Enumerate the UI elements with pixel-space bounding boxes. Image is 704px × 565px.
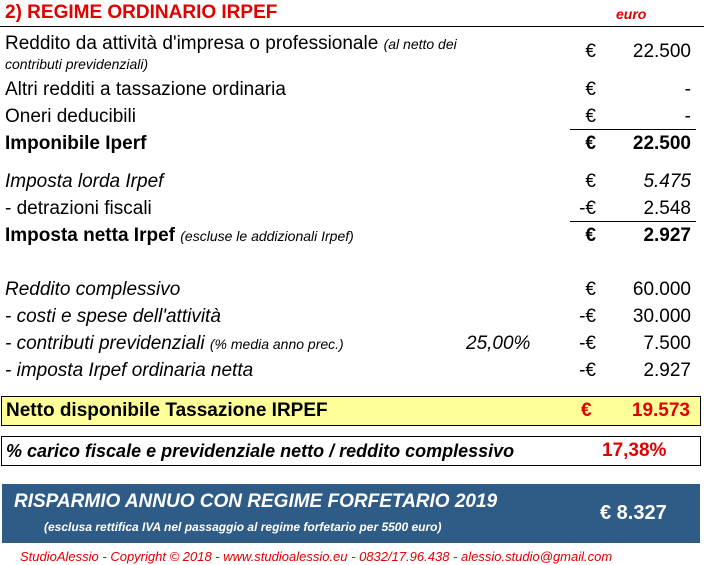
currency-symbol: -€ xyxy=(579,360,596,381)
row-contributi xyxy=(0,330,704,357)
currency-symbol: € xyxy=(585,41,596,62)
row-costi xyxy=(0,303,704,330)
carico-label: % carico fiscale e previdenziale netto / reddito complessivo xyxy=(6,441,515,461)
risparmio-value: € 8.327 xyxy=(600,502,667,524)
row-reddito-complessivo xyxy=(0,276,704,303)
row-label: - detrazioni fiscali xyxy=(5,198,152,219)
row-label: Reddito da attività d'impresa o professionale xyxy=(5,33,379,54)
carico-box xyxy=(1,436,701,466)
risparmio-banner xyxy=(2,484,700,543)
currency-symbol: -€ xyxy=(579,306,596,327)
row-value: 5.475 xyxy=(643,171,691,192)
row-value: 2.927 xyxy=(643,360,691,381)
currency-symbol: € xyxy=(585,79,596,100)
row-detrazioni xyxy=(0,195,704,222)
currency-symbol: -€ xyxy=(579,333,596,354)
row-oneri xyxy=(0,103,704,130)
row-note: (escluse le addizionali Irpef) xyxy=(180,228,354,244)
row-label: Imponibile Iperf xyxy=(5,133,147,154)
currency-symbol: € xyxy=(585,279,596,300)
percent-value: 25,00% xyxy=(466,333,531,354)
currency-symbol: € xyxy=(585,133,596,154)
row-note: (al netto dei xyxy=(383,36,457,52)
row-value: - xyxy=(684,79,691,100)
risparmio-title: RISPARMIO ANNUO CON REGIME FORFETARIO 2019 xyxy=(14,491,498,512)
row-value: 7.500 xyxy=(643,333,691,354)
row-label: Imposta netta Irpef xyxy=(5,225,175,246)
row-value: 2.548 xyxy=(643,198,691,219)
row-value: 60.000 xyxy=(632,279,691,300)
risparmio-subtitle: (esclusa rettifica IVA nel passaggio al regime forfetario per 5500 euro) xyxy=(44,520,442,534)
currency-note: euro xyxy=(616,6,647,22)
netto-label: Netto disponibile Tassazione IRPEF xyxy=(6,400,328,421)
carico-value: 17,38% xyxy=(602,440,667,461)
row-value: 30.000 xyxy=(632,306,691,327)
row-label: - costi e spese dell'attività xyxy=(5,306,221,327)
header-rule xyxy=(0,26,704,27)
row-value: 22.500 xyxy=(632,133,691,154)
row-reddito-attivita xyxy=(0,30,704,62)
row-value: 22.500 xyxy=(632,41,691,62)
row-altri-redditi xyxy=(0,76,704,103)
currency-symbol: € xyxy=(585,225,596,246)
currency-symbol: € xyxy=(585,171,596,192)
row-label: Reddito complessivo xyxy=(5,279,181,300)
section-title: 2) REGIME ORDINARIO IRPEF xyxy=(5,2,278,23)
row-label: Imposta lorda Irpef xyxy=(5,171,164,192)
footer-copyright: StudioAlessio - Copyright © 2018 - www.studioalessio.eu - 0832/17.96.438 - alessio.studio@gmail.com xyxy=(20,549,613,564)
row-note: (% media anno prec.) xyxy=(209,336,344,352)
netto-currency: € xyxy=(581,400,592,421)
row-label: Altri redditi a tassazione ordinaria xyxy=(5,79,286,100)
row-value: - xyxy=(684,106,691,127)
netto-box xyxy=(1,396,701,426)
row-note-continued: contributi previdenziali) xyxy=(5,56,149,72)
row-imposta-netta xyxy=(0,222,704,249)
row-irpef-ordinaria xyxy=(0,357,704,384)
row-label: - imposta Irpef ordinaria netta xyxy=(5,360,254,381)
row-label: Oneri deducibili xyxy=(5,106,136,127)
currency-symbol: € xyxy=(585,106,596,127)
row-label: - contributi previdenziali xyxy=(5,333,205,354)
row-imponibile xyxy=(0,130,704,157)
netto-value: 19.573 xyxy=(631,400,690,421)
row-value: 2.927 xyxy=(643,225,691,246)
row-imposta-lorda xyxy=(0,168,704,195)
currency-symbol: -€ xyxy=(579,198,596,219)
